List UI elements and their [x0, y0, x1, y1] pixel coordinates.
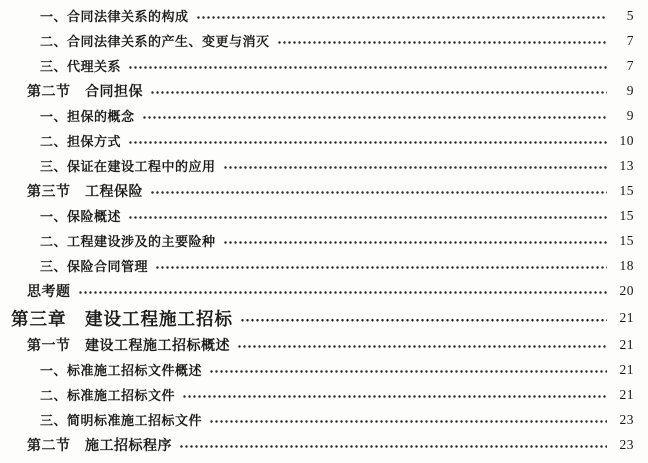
- toc-entry-title: 一、担保的概念: [40, 109, 135, 124]
- toc-leader-dots: [196, 3, 607, 28]
- toc-entry-title: 三、代理关系: [40, 59, 122, 74]
- toc-entry: [0, 432, 634, 457]
- toc-entry: [0, 153, 634, 178]
- toc-entry-title: 第二节 合同担保: [27, 84, 143, 100]
- toc-entry: [0, 332, 634, 357]
- toc-leader-dots: [237, 332, 607, 357]
- toc-leader-dots: [155, 253, 607, 278]
- toc-leader-dots: [179, 432, 607, 457]
- toc-entry: [0, 203, 634, 228]
- toc-leader-dots: [128, 128, 607, 153]
- toc-entry: [0, 103, 634, 128]
- toc-entry-title: 一、合同法律关系的构成: [40, 9, 189, 24]
- toc-entry: [0, 407, 634, 432]
- toc-entry-page: 21: [619, 386, 634, 402]
- toc-entry-page: 9: [626, 82, 634, 98]
- toc-leader-dots: [128, 203, 607, 228]
- toc-entry-title: 第三节 工程保险: [27, 184, 143, 200]
- toc-leader-dots: [78, 278, 608, 303]
- toc-entry: [0, 357, 634, 382]
- toc-entry-title: 三、保证在建设工程中的应用: [40, 159, 216, 174]
- toc-entry-page: 21: [619, 361, 634, 377]
- toc-entry-title: 第二节 施工招标程序: [27, 438, 172, 454]
- toc-leader-dots: [223, 153, 607, 178]
- toc-entry: [0, 382, 634, 407]
- toc-entry: [0, 53, 634, 78]
- toc-entry-page: 21: [619, 336, 634, 352]
- toc-entry-page: 10: [619, 132, 634, 148]
- toc-entry-title: 第三章 建设工程施工招标: [11, 308, 233, 329]
- toc-leader-dots: [240, 304, 607, 332]
- toc-leader-dots: [150, 78, 607, 103]
- toc-entry: [0, 253, 634, 278]
- toc-leader-dots: [182, 382, 607, 407]
- toc-entry-title: 二、标准施工招标文件: [40, 388, 176, 403]
- toc-entry-title: 二、担保方式: [40, 134, 122, 149]
- toc-entry-page: 21: [619, 310, 634, 325]
- toc-entry: [0, 178, 634, 203]
- toc-entry-title: 第一节 建设工程施工招标概述: [27, 338, 230, 354]
- toc-entry: [0, 228, 634, 253]
- toc-leader-dots: [223, 228, 607, 253]
- toc-entry-page: 9: [626, 107, 634, 123]
- toc-entry-page: 20: [619, 282, 634, 298]
- toc-entry-page: 15: [619, 207, 634, 223]
- toc-entry: [0, 278, 634, 303]
- toc-entry-page: 7: [626, 32, 634, 48]
- toc-entry-page: 23: [619, 411, 634, 427]
- toc-leader-dots: [150, 178, 607, 203]
- toc-entry-title: 一、标准施工招标文件概述: [40, 363, 203, 378]
- toc-leader-dots: [209, 407, 607, 432]
- toc-entry-title: 一、保险概述: [40, 209, 122, 224]
- toc-entry-page: 5: [626, 7, 634, 23]
- toc-entry: [0, 3, 634, 28]
- toc-entry: [0, 128, 634, 153]
- toc-leader-dots: [277, 28, 607, 53]
- toc-entry-page: 13: [619, 157, 634, 173]
- toc-leader-dots: [209, 357, 607, 382]
- toc-entry-page: 18: [619, 257, 634, 273]
- toc-entry: [0, 78, 634, 103]
- toc-entry-page: 15: [619, 232, 634, 248]
- toc-entry-title: 思考题: [27, 284, 71, 300]
- toc-entry-title: 二、工程建设涉及的主要险种: [40, 234, 216, 249]
- toc-entry-page: 15: [619, 182, 634, 198]
- toc-entry: [0, 28, 634, 53]
- toc-leader-dots: [142, 103, 607, 128]
- toc-entry: [0, 304, 634, 332]
- toc-entry-title: 三、简明标准施工招标文件: [40, 413, 203, 428]
- toc-entry-page: 7: [626, 57, 634, 73]
- toc-entry-title: 二、合同法律关系的产生、变更与消灭: [40, 34, 270, 49]
- toc-entry-title: 三、保险合同管理: [40, 259, 149, 274]
- toc-entry-page: 23: [619, 436, 634, 452]
- toc-leader-dots: [128, 53, 607, 78]
